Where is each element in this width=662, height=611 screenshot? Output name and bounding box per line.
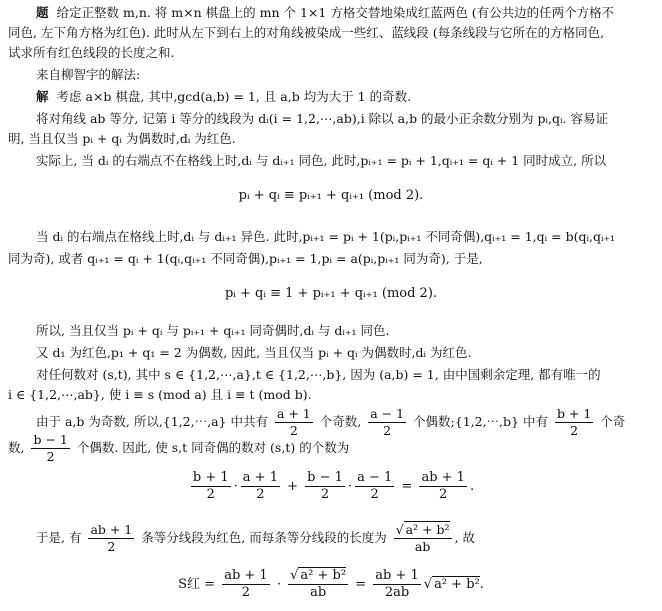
solution-line-10: i ∈ {1,2,⋯,ab}, 使 i ≡ s (mod a) 且 i ≡ t (mod b). [8,387,312,402]
solution-line-5: 当 dᵢ 的右端点在格线上时,dᵢ 与 dᵢ₊₁ 异色. 此时,pᵢ₊₁ = pᵢ + 1(pᵢ,pᵢ₊₁ 不同奇偶),qᵢ₊₁ = 1,qᵢ = b(qᵢ,qᵢ₊₁ [36,229,616,244]
solution-line-11: 由于 a,b 为奇数, 所以,{1,2,⋯,a} 中共有 $\frac{a + 1}{2}$ 个奇数, $\frac{a - 1}{2}$ 个偶数;{1,2,⋯,b} 中有 $\frac{b + 1}{2}$ 个奇 [36,406,626,438]
fraction: $\frac{b + 1}{2}$ [192,470,229,502]
fraction: $\frac{a - 1}{2}$ [357,470,393,502]
fraction: $\frac{ab + 1}{2ab}$ [375,568,419,600]
equation-1: pᵢ + qᵢ ≡ pᵢ₊₁ + qᵢ₊₁ (mod 2). [238,188,424,203]
solution-line-12: 数, $\frac{b - 1}{2}$ 个偶数. 因此, 使 s,t 同奇偶的数对 (s,t) 的个数为 [8,432,350,464]
equation-2: pᵢ + qᵢ ≡ 1 + pᵢ₊₁ + qᵢ₊₁ (mod 2). [224,286,438,301]
fraction: $\frac{a - 1}{2}$ [370,406,405,438]
fraction: $\frac{b + 1}{2}$ [556,406,592,438]
solution-label: 解 [36,89,49,104]
fraction: $\frac{b - 1}{2}$ [33,432,68,464]
solution-line-13: 于是, 有 $\frac{ab + 1}{2}$ 条等分线段为红色, 而每条等分线段的长度为 $\frac{\text{√ a² + b²}}{ab}$ , 故 [36,522,476,554]
problem-line-3: 试求所有红色线段的长度之和. [8,45,175,60]
solution-line-9: 对任何数对 (s,t), 其中 s ∈ {1,2,⋯,a},t ∈ {1,2,⋯,b}, 因为 (a,b) = 1, 由中国剩余定理, 都有唯一的 [36,367,601,382]
equation-4: S红 = $\frac{ab + 1}{2}$ · $\frac{\text{√ a² + b²}}{ab}$ = $\frac{ab + 1}{2ab}$ √ a² + b². [178,568,484,600]
solution-line-3: 明, 当且仅当 pᵢ + qᵢ 为偶数时,dᵢ 为红色. [8,131,236,146]
equation-3: $\frac{b + 1}{2}$ · $\frac{a + 1}{2}$ + $\frac{b - 1}{2}$ · $\frac{a - 1}{2}$ = $\frac{ab + 1}{2}$ . [192,470,475,502]
solution-line-8: 又 d₁ 为红色,p₁ + q₁ = 2 为偶数, 因此, 当且仅当 pᵢ + qᵢ 为偶数时,dᵢ 为红色. [36,345,472,360]
solution-line-1: 解 考虑 a×b 棋盘, 其中,gcd(a,b) = 1, 且 a,b 均为大于 1 的奇数. [36,89,412,104]
fraction: $\frac{ab + 1}{2}$ [224,568,268,600]
fraction: $\frac{ab + 1}{2}$ [90,522,133,554]
fraction: $\frac{b - 1}{2}$ [307,470,343,502]
solution-line-7: 所以, 当且仅当 pᵢ + qᵢ 与 pᵢ₊₁ + qᵢ₊₁ 同奇偶时,dᵢ 与 dᵢ₊₁ 同色. [36,323,390,338]
intro-line: 来自柳智宇的解法: [36,67,141,82]
problem-line-1: 题 给定正整数 m,n. 将 m×n 棋盘上的 mn 个 1×1 方格交替地染成红蓝两色 (有公共边的任两个方格不 [36,5,615,20]
fraction: $\frac{ab + 1}{2}$ [421,470,465,502]
sqrt-term: a² + b² [434,577,480,592]
fraction: $\frac{a + 1}{2}$ [242,470,278,502]
fraction: $\frac{a + 1}{2}$ [276,406,311,438]
solution-line-6: 同为奇), 或者 qᵢ₊₁ = qᵢ + 1(qᵢ,qᵢ₊₁ 不同奇偶),pᵢ₊₁ = 1,pᵢ = a(pᵢ,pᵢ₊₁ 同为奇), 于是, [8,251,483,266]
fraction-sqrt: $\frac{\text{√ a² + b²}}{ab}$ [395,522,450,554]
problem-line-2: 同色, 左下角方格为红色). 此时从左下到右上的对角线被染成一些红、蓝线段 (每条线段与它所在的方格同色, [8,25,605,40]
solution-line-4: 实际上, 当 dᵢ 的右端点不在格线上时,dᵢ 与 dᵢ₊₁ 同色, 此时,pᵢ₊₁ = pᵢ + 1,qᵢ₊₁ = qᵢ + 1 同时成立, 所以 [36,153,607,168]
fraction-sqrt: $\frac{\text{√ a² + b²}}{ab}$ [290,568,347,600]
problem-label: 题 [36,5,49,20]
solution-line-2: 将对角线 ab 等分, 记第 i 等分的线段为 dᵢ(i = 1,2,⋯,ab),i 除以 a,b 的最小正余数分别为 pᵢ,qᵢ. 容易证 [36,111,608,126]
